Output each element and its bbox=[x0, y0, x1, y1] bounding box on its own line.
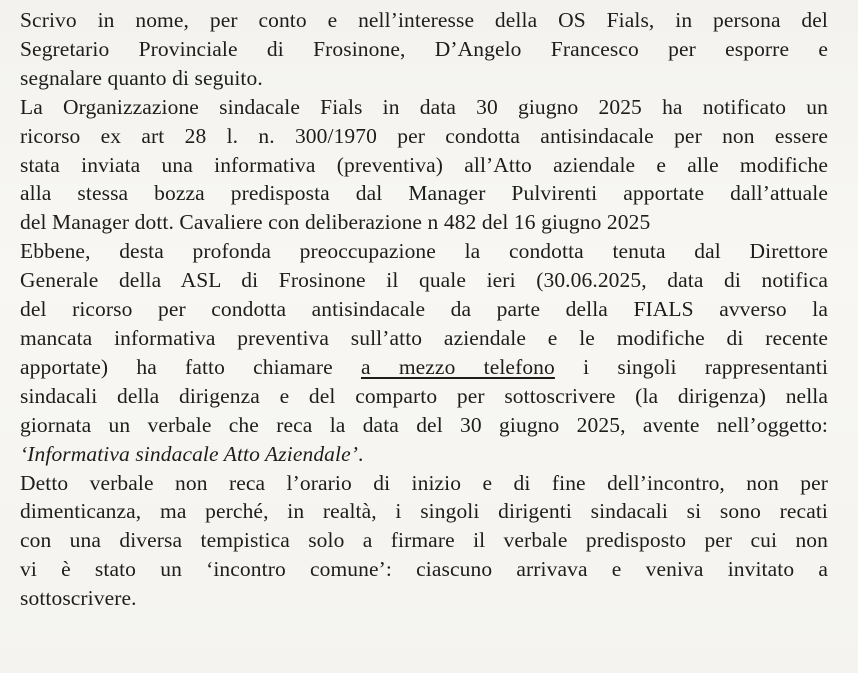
text-line: vi è stato un ‘incontro comune’: ciascuno arrivava e veniva invitato a bbox=[20, 557, 828, 582]
text-line: segnalare quanto di seguito. bbox=[20, 65, 263, 90]
underlined-phrase: a mezzo telefono bbox=[360, 354, 555, 379]
paragraph-4 bbox=[20, 469, 828, 614]
text-line bbox=[20, 353, 828, 382]
text-line: Detto verbale non reca l’orario di inizio e di fine dell’incontro, non per bbox=[20, 470, 828, 495]
text-line: Generale della ASL di Frosinone il quale ieri (30.06.2025, data di notifica bbox=[20, 268, 828, 293]
text-line: stata inviata una informativa (preventiva) all’Atto aziendale e alle modifiche bbox=[20, 152, 828, 177]
text-line bbox=[20, 440, 828, 469]
text-line: dimenticanza, ma perché, in realtà, i singoli dirigenti sindacali si sono recati bbox=[20, 499, 828, 524]
text-line: del Manager dott. Cavaliere con deliberazione n 482 del 16 giugno 2025 bbox=[20, 210, 651, 235]
text-line: mancata informativa preventiva sull’atto aziendale e le modifiche di recente bbox=[20, 325, 828, 350]
text-segment: apportate) ha fatto chiamare bbox=[20, 354, 361, 379]
text-line: con una diversa tempistica solo a firmare il verbale predisposto per cui non bbox=[20, 528, 828, 553]
text-line: La Organizzazione sindacale Fials in data 30 giugno 2025 ha notificato un bbox=[20, 94, 828, 119]
paragraph-2 bbox=[20, 93, 828, 238]
text-line: Scrivo in nome, per conto e nell’interesse della OS Fials, in persona del bbox=[20, 8, 828, 32]
text-line: ricorso ex art 28 l. n. 300/1970 per condotta antisindacale per non essere bbox=[20, 123, 828, 148]
letter-body bbox=[20, 6, 828, 613]
text-line: Segretario Provinciale di Frosinone, D’Angelo Francesco per esporre e bbox=[20, 36, 828, 61]
italic-subject: ‘Informativa sindacale Atto Aziendale’ bbox=[20, 441, 358, 466]
text-segment: . bbox=[358, 441, 364, 466]
paragraph-1 bbox=[20, 6, 828, 93]
text-line: sottoscrivere. bbox=[20, 586, 137, 611]
text-line: giornata un verbale che reca la data del 30 giugno 2025, avente nell’oggetto: bbox=[20, 412, 828, 437]
text-line: alla stessa bozza predisposta dal Manager Pulvirenti apportate dall’attuale bbox=[20, 181, 828, 206]
paragraph-3 bbox=[20, 237, 828, 468]
text-line: del ricorso per condotta antisindacale da parte della FIALS avverso la bbox=[20, 297, 828, 322]
text-line: Ebbene, desta profonda preoccupazione la condotta tenuta dal Direttore bbox=[20, 239, 828, 264]
text-segment: i singoli rappresentanti bbox=[554, 354, 829, 379]
text-line: sindacali della dirigenza e del comparto per sottoscrivere (la dirigenza) nella bbox=[20, 383, 828, 408]
